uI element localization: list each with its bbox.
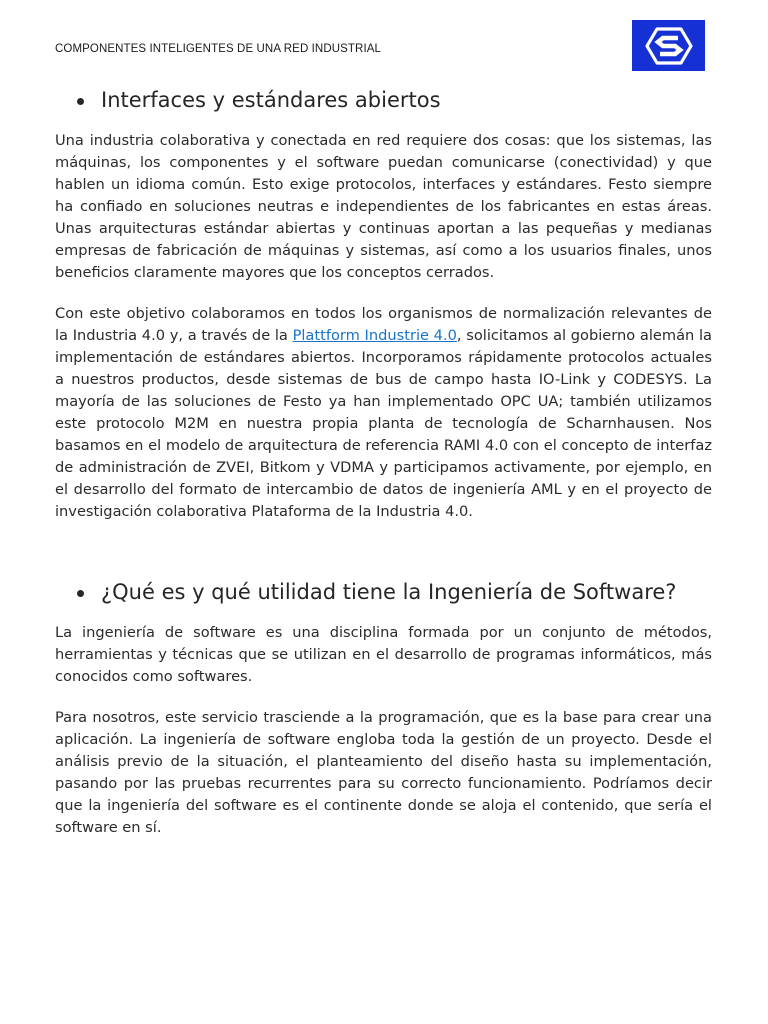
plattform-industrie-link[interactable]: Plattform Industrie 4.0	[292, 327, 457, 344]
paragraph: La ingeniería de software es una disciplina formada por un conjunto de métodos, herramientas y técnicas que se utilizan en el desarrollo de programas informáticos, más conocidos como softwares.	[55, 624, 712, 685]
festo-s-logo-icon	[644, 26, 694, 66]
bullet-icon	[77, 98, 84, 105]
paragraph-text: Con este objetivo colaboramos en todos los organismos de normalización relevantes de la Industria 4.0 y, a través de la	[55, 305, 712, 344]
paragraph: Para nosotros, este servicio trasciende a la programación, que es la base para crear una aplicación. La ingeniería de software engloba toda la gestión de un proyecto. Desde el análisis previo de la situación, el planteamiento del diseño hasta su implementación, pasando por las pruebas recurrentes para su correcto funcionamiento. Podríamos decir que la ingeniería del software es el continente donde se aloja el contenido, que sería el software en sí.	[55, 709, 712, 836]
paragraph-with-link	[55, 303, 712, 523]
paragraph-text: , solicitamos al gobierno alemán la implementación de estándares abiertos. Incorporamos rápidamente protocolos actuales a nuestros productos, desde sistemas de bus de campo hasta IO-Link y CODESYS. La mayoría de las soluciones de Festo ya han implementado OPC UA; también utilizamos este protocolo M2M en nuestra propia planta de tecnología de Scharnhausen. Nos basamos en el modelo de arquitectura de referencia RAMI 4.0 con el concepto de interfaz de administración de ZVEI, Bitkom y VDMA y participamos activamente, por ejemplo, en el desarrollo del formato de intercambio de datos de ingeniería AML y en el proyecto de investigación colaborativa Plataforma de la Industria 4.0.	[55, 327, 712, 520]
bullet-icon	[77, 590, 84, 597]
paragraph: Una industria colaborativa y conectada en red requiere dos cosas: que los sistemas, las máquinas, los componentes y el software puedan comunicarse (conectividad) y que hablen un idioma común. Esto exige protocolos, interfaces y estándares. Festo siempre ha confiado en soluciones neutras e independientes de los fabricantes en estas áreas. Unas arquitecturas estándar abiertas y continuas aportan a las pequeñas y medianas empresas de fabricación de máquinas y sistemas, así como a los usuarios finales, unos beneficios claramente mayores que los conceptos cerrados.	[55, 132, 712, 281]
heading-text: Interfaces y estándares abiertos	[101, 88, 441, 112]
document-body	[55, 86, 712, 839]
heading-text: ¿Qué es y qué utilidad tiene la Ingeniería de Software?	[101, 580, 677, 604]
section-heading-interfaces	[55, 86, 712, 115]
section-heading-software	[55, 578, 712, 607]
company-logo	[632, 20, 705, 71]
header-title: COMPONENTES INTELIGENTES DE UNA RED INDUSTRIAL	[55, 43, 382, 55]
